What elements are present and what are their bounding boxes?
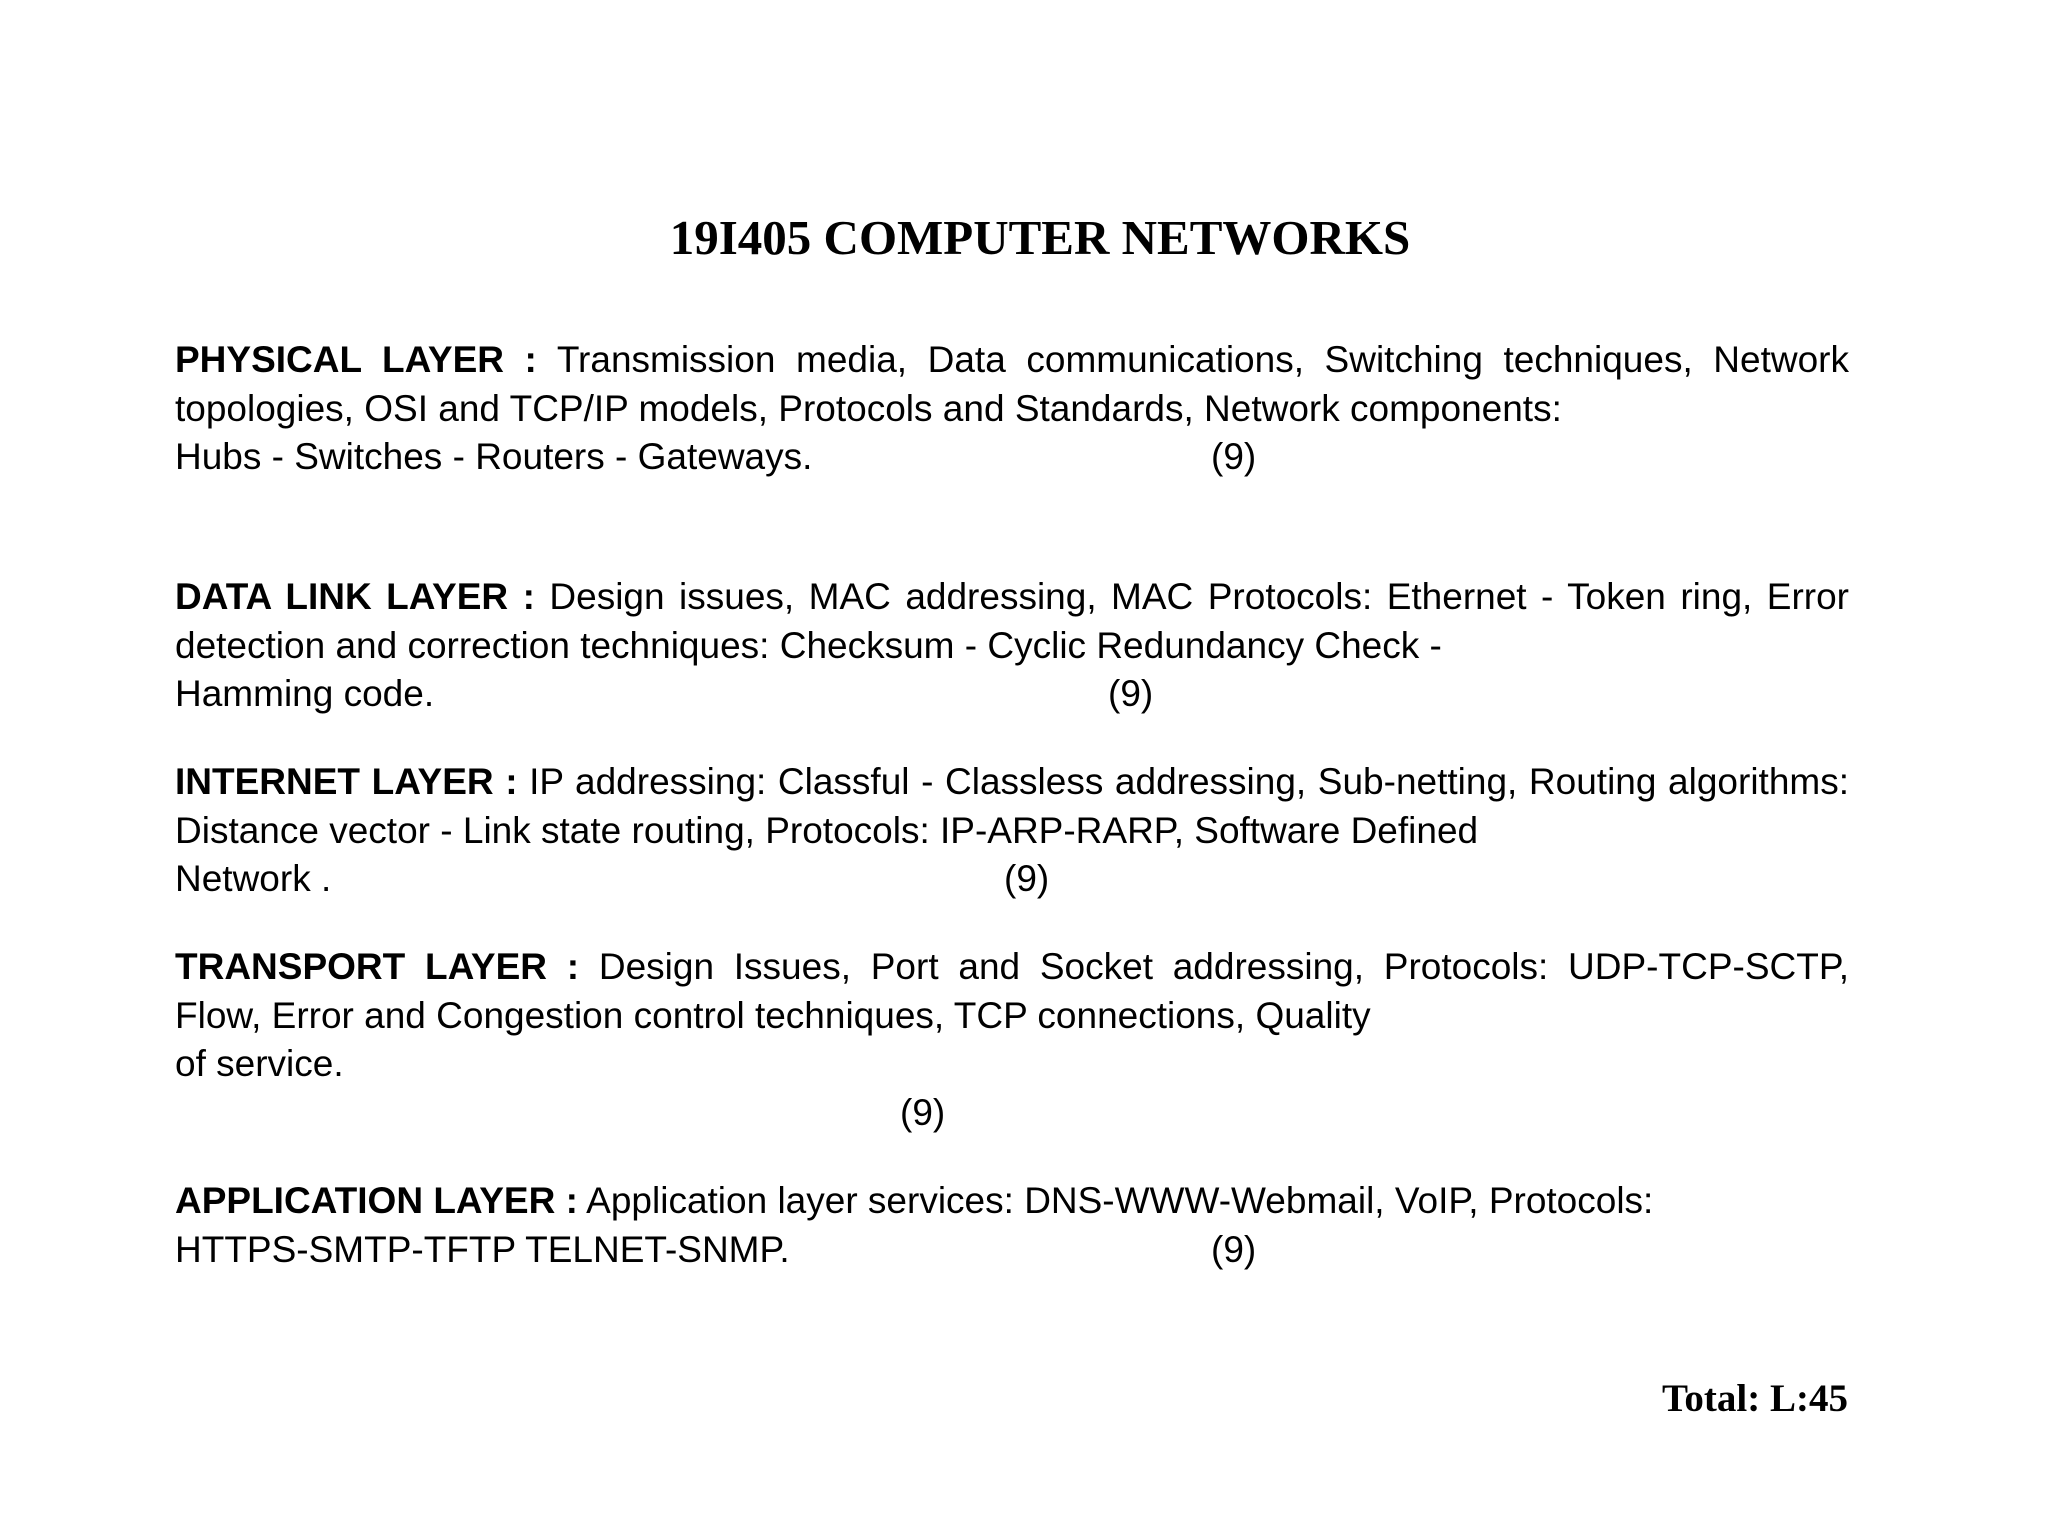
section-body: Design issues, MAC addressing, MAC Protocols: Ethernet - Token ring, Error detection and correction techniques: Checksum - Cyclic Redundancy Check - <box>175 576 1849 666</box>
section-hours-line <box>175 1089 1849 1138</box>
total-hours: Total: L:45 <box>1662 1377 1848 1420</box>
section-last-line-text: Hubs - Switches - Routers - Gateways. <box>175 436 813 477</box>
section-last-line <box>175 1226 1849 1275</box>
section-body: Application layer services: DNS-WWW-Webmail, VoIP, Protocols: <box>586 1180 1654 1221</box>
course-title: 19I405 COMPUTER NETWORKS <box>669 210 1411 265</box>
section-hours: (9) <box>1004 858 1050 899</box>
section-data-link-layer <box>175 573 1849 719</box>
section-body: IP addressing: Classful - Classless addressing, Sub-netting, Routing algorithms: Distance vector - Link state routing, Protocols: IP-ARP-RARP, Software Defined <box>175 761 1849 851</box>
section-heading: APPLICATION LAYER : <box>175 1180 578 1221</box>
section-last-line <box>175 855 1849 904</box>
section-hours: (9) <box>900 1091 946 1133</box>
section-last-line-text: Hamming code. <box>175 673 435 714</box>
section-last-line-text: HTTPS-SMTP-TFTP TELNET-SNMP. <box>175 1228 790 1270</box>
section-last-line <box>175 1040 1849 1089</box>
section-last-line-text: Network . <box>175 858 332 899</box>
section-heading: DATA LINK LAYER : <box>175 576 535 617</box>
section-body: Design Issues, Port and Socket addressing, Protocols: UDP-TCP-SCTP, Flow, Error and Congestion control techniques, TCP connections, Quality <box>175 946 1850 1036</box>
section-last-line-text: of service. <box>175 1043 344 1084</box>
section-last-line <box>175 670 1849 719</box>
section-transport-layer <box>175 943 1849 1137</box>
section-heading: TRANSPORT LAYER : <box>175 946 580 987</box>
section-body: Transmission media, Data communications, Switching techniques, Network topologies, OSI and TCP/IP models, Protocols and Standards, Network components: <box>175 339 1849 429</box>
section-heading: PHYSICAL LAYER : <box>175 339 537 380</box>
section-last-line <box>175 433 1849 482</box>
section-hours: (9) <box>1211 1228 1257 1270</box>
section-application-layer <box>175 1177 1849 1274</box>
section-physical-layer <box>175 336 1849 482</box>
section-heading: INTERNET LAYER : <box>175 761 518 802</box>
section-hours: (9) <box>1211 436 1257 477</box>
section-hours: (9) <box>1108 673 1154 714</box>
section-internet-layer <box>175 758 1849 904</box>
